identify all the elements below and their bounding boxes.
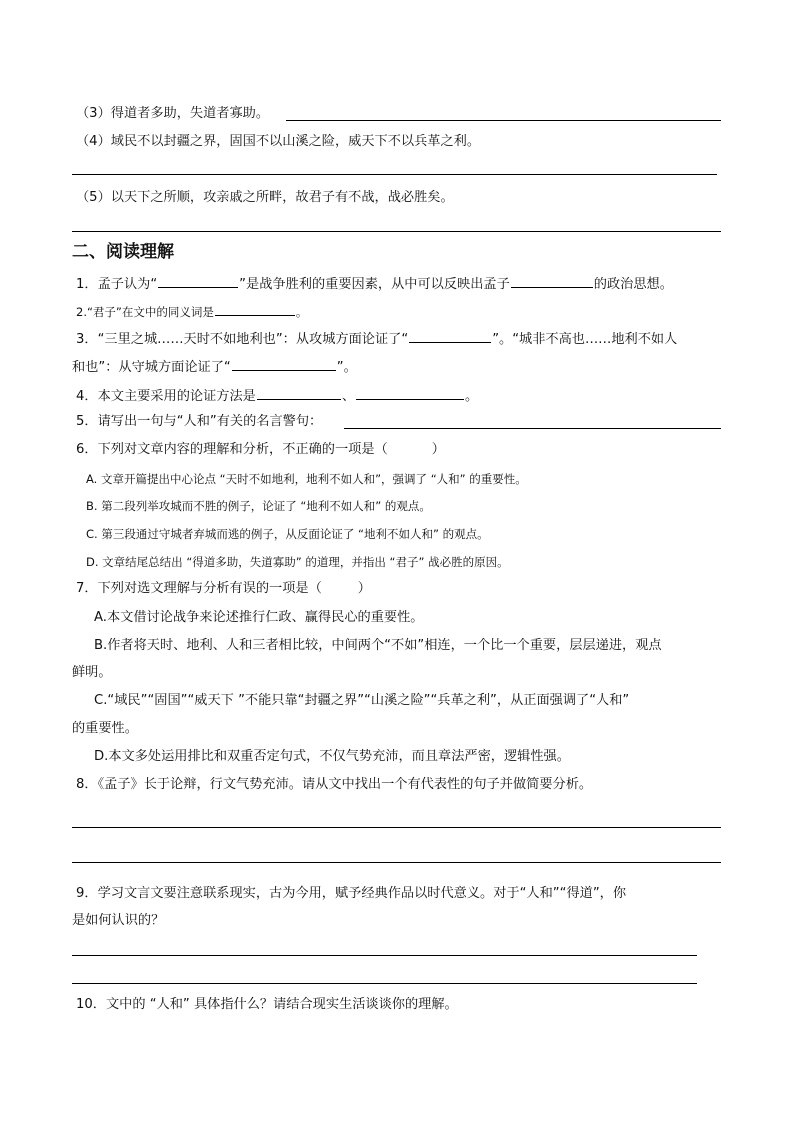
question-4-text: （4）域民不以封疆之界，固国不以山溪之险，威天下不以兵革之利。 [76,134,481,149]
reading-q6: 6．下列对文章内容的理解和分析，不正确的一项是（ ） [76,442,445,457]
answer-line-q5[interactable] [344,428,721,429]
reading-q10: 10．文中的 “人和” 具体指什么？请结合现实生活谈谈你的理解。 [76,997,458,1012]
reading-q4: 4．本文主要采用的论证方法是 、 。 [76,385,478,406]
question-3-item [76,105,269,123]
answer-line-q8-1[interactable] [72,827,721,828]
reading-q8: 8．《孟子》长于论辩，行文气势充沛。请从文中找出一个有代表性的句子并做简要分析。 [76,777,593,792]
answer-line-q9-2[interactable] [72,983,697,984]
reading-q3: 3．“三里之城……天时不如地利也”：从攻城方面论证了“ ”。“城非不高也……地利不如人 [76,328,677,349]
answer-line-4[interactable] [72,174,717,175]
section-heading: 二、阅读理解 [72,242,174,262]
question-5-text: （5）以天下之所顺，攻亲戚之所畔，故君子有不战，战必胜矣。 [76,190,454,205]
q7-option-a[interactable]: A.本文借讨论战争来论述推行仁政、赢得民心的重要性。 [94,610,424,625]
reading-q2: 2.“君子”在文中的同义词是 。 [76,301,307,321]
q6-option-b[interactable]: B. 第二段列举攻城而不胜的例子，论证了 “地利不如人和” 的观点。 [86,499,431,513]
q7-option-d[interactable]: D.本文多处运用排比和双重否定句式，不仅气势充沛，而且章法严密，逻辑性强。 [94,749,570,764]
q1-blank-1[interactable] [158,273,238,288]
q3-blank-1[interactable] [409,328,491,343]
answer-line-5[interactable] [72,231,721,232]
question-4-item [76,133,480,151]
answer-line-q9-1[interactable] [72,955,697,956]
q7-option-c-cont: 的重要性。 [72,721,138,736]
reading-q3-cont: 和也”：从守城方面论证了“ ”。 [72,356,357,377]
reading-q9-cont: 是如何认识的？ [72,913,165,928]
reading-q9: 9．学习文言文要注意联系现实，古为今用，赋予经典作品以时代意义。对于“人和”“得道”，你 [76,886,627,901]
q1-blank-2[interactable] [511,273,593,288]
q3-blank-2[interactable] [232,356,336,371]
reading-q7: 7．下列对选文理解与分析有误的一项是（ ） [76,581,371,596]
q7-option-c[interactable]: C.“域民”“固国”“威天下 ”不能只靠“封疆之界”“山溪之险”“兵革之利”，从正面强调了“人和” [94,693,630,708]
q6-option-d[interactable]: D. 文章结尾总结出 “得道多助，失道寡助” 的道理，并指出 “君子” 战必胜的原因。 [86,555,509,569]
q4-blank-2[interactable] [356,385,464,400]
q7-option-b-cont: 鲜明。 [72,665,112,680]
question-5-item [76,189,454,207]
q6-option-c[interactable]: C. 第三段通过守城者弃城而逃的例子，从反面论证了 “地利不如人和” 的观点。 [86,527,489,541]
question-3-text: （3）得道者多助，失道者寡助。 [76,106,270,121]
q7-option-b[interactable]: B.作者将天时、地利、人和三者相比较，中间两个“不如”相连，一个比一个重要，层层递进，观点 [94,638,662,653]
q6-option-a[interactable]: A. 文章开篇提出中心论点 “天时不如地利，地利不如人和”，强调了 “人和” 的重要性。 [86,472,527,486]
reading-q5: 5．请写出一句与“人和”有关的名言警句： [76,414,323,429]
answer-line-q8-2[interactable] [72,862,721,863]
reading-q1: 1．孟子认为“ ”是战争胜利的重要因素，从中可以反映出孟子 的政治思想。 [76,273,673,294]
q2-blank[interactable] [215,301,295,316]
answer-line-3[interactable] [286,120,721,121]
q4-blank-1[interactable] [257,385,341,400]
